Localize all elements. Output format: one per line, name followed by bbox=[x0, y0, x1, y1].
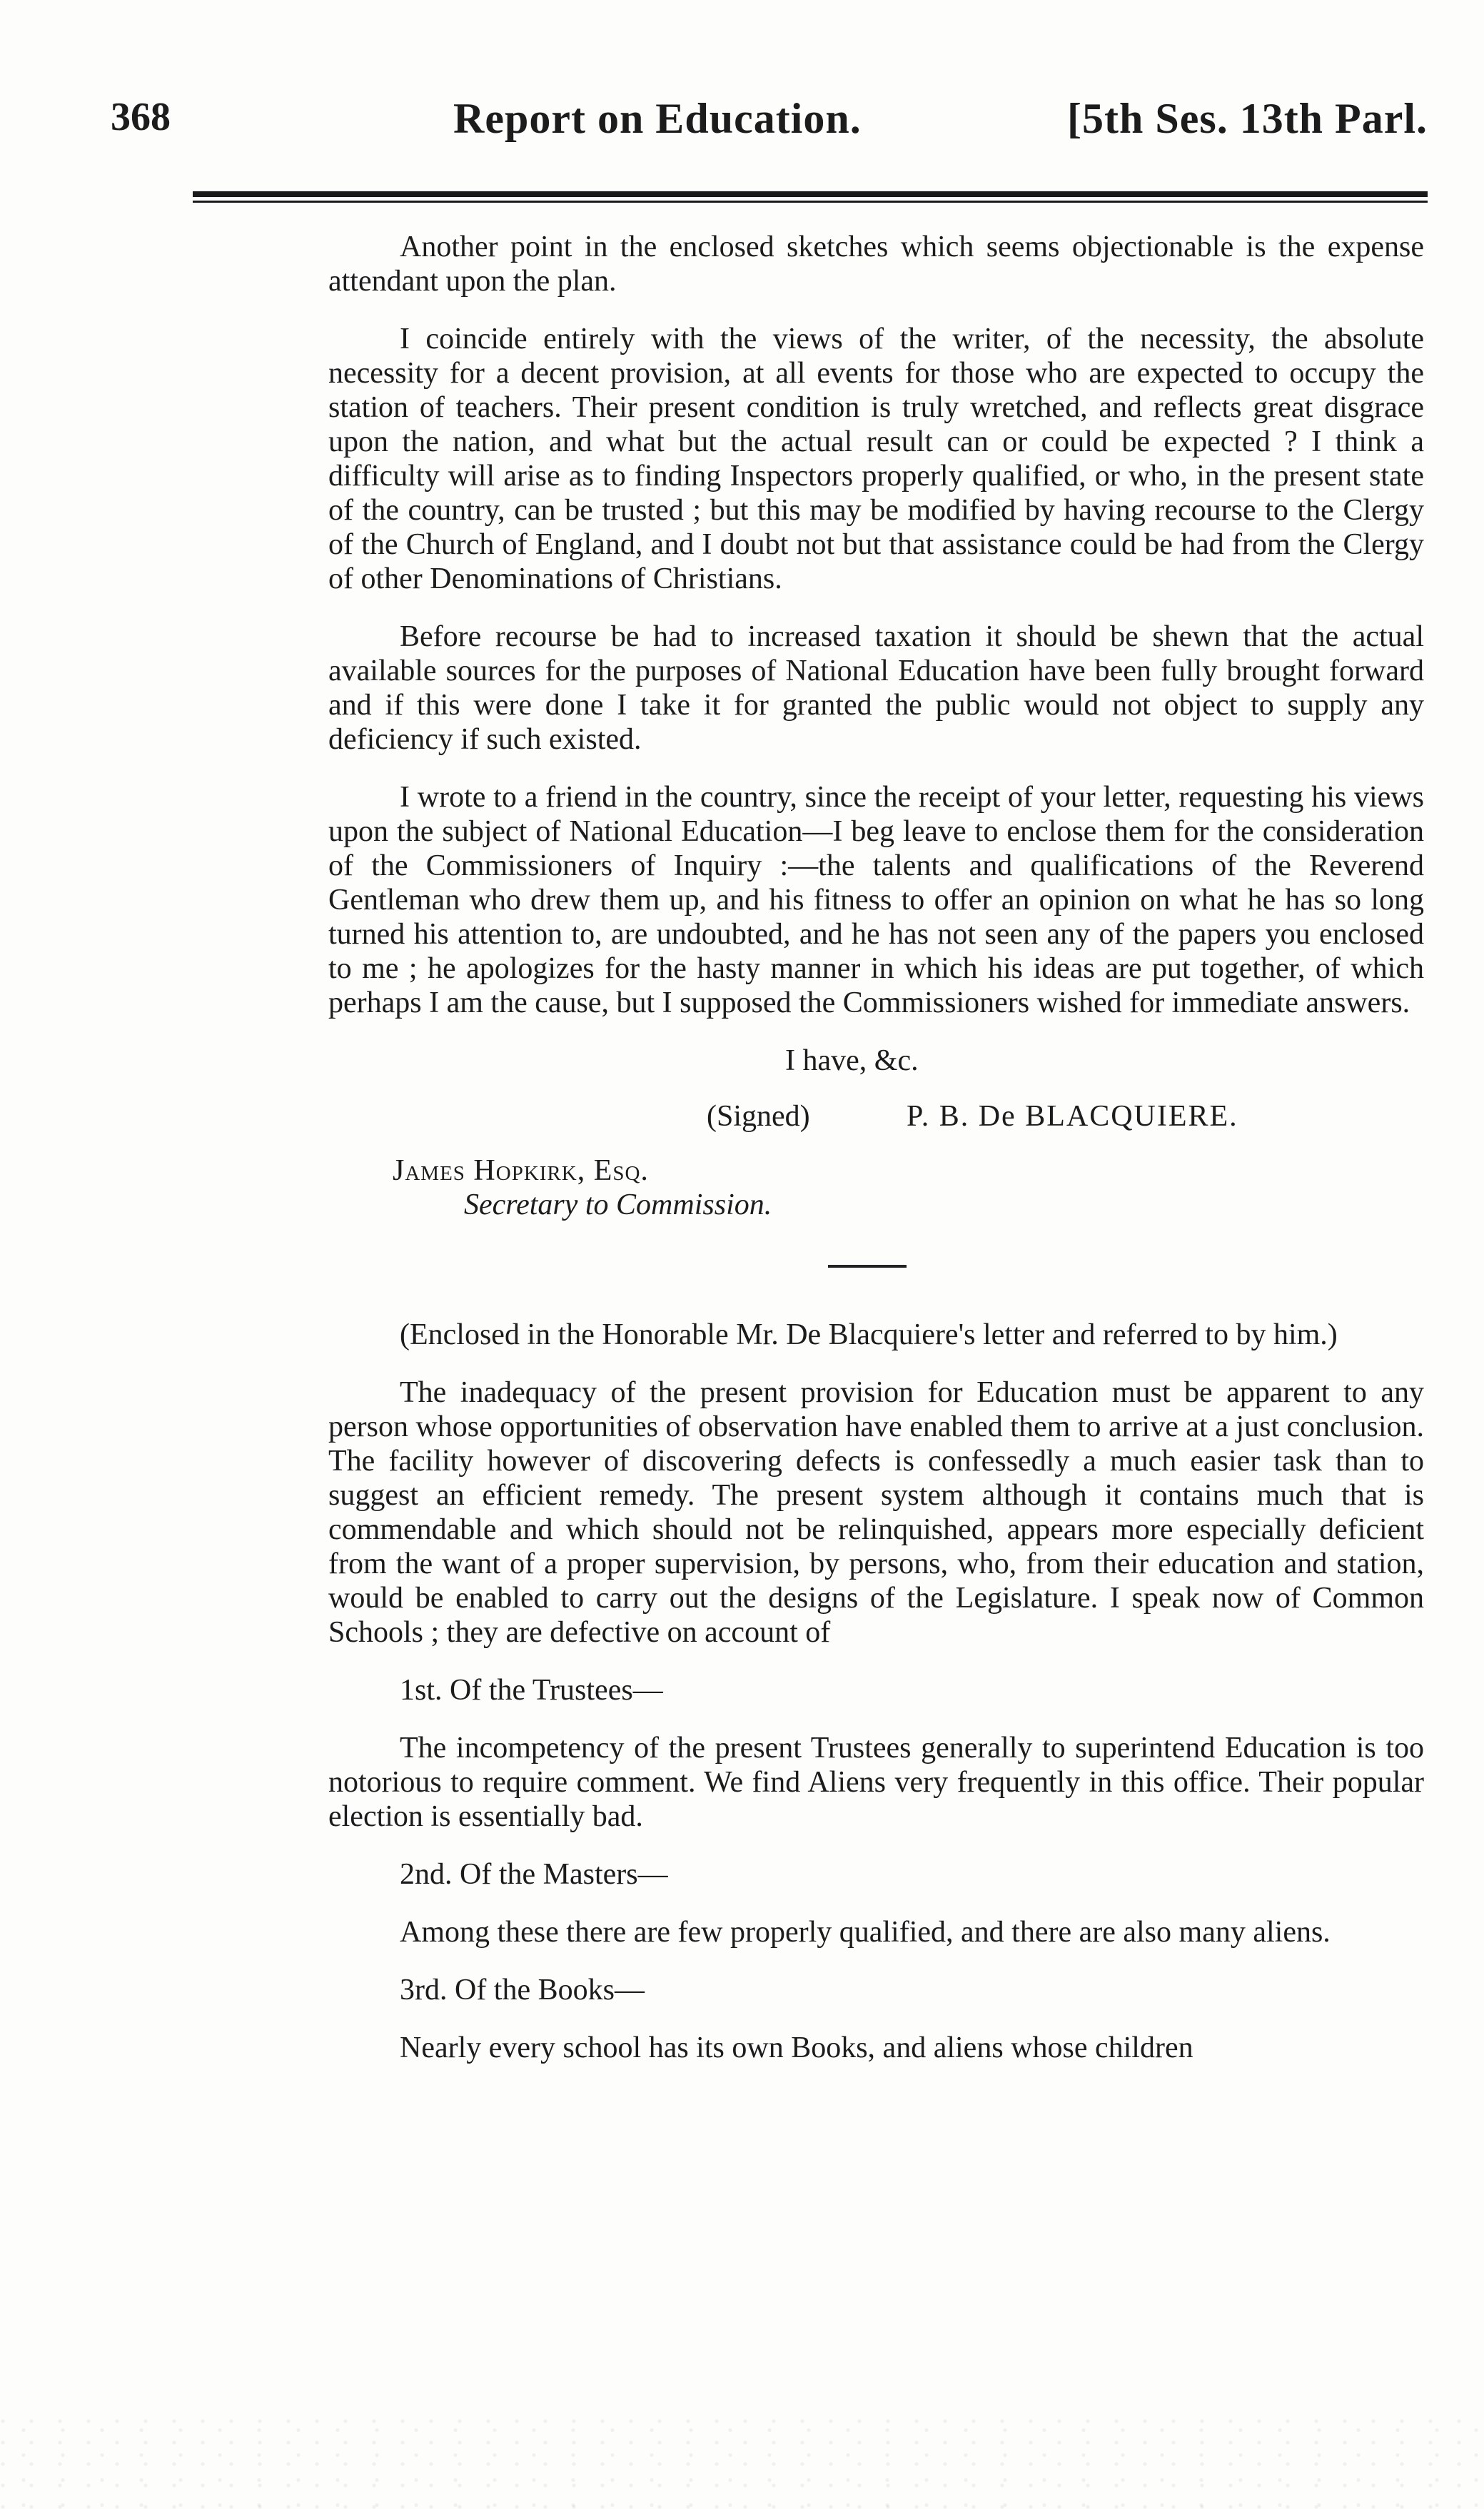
masters-paragraph: Among these there are few properly qualified, and there are also many aliens. bbox=[400, 1916, 1331, 1949]
section-divider bbox=[828, 1265, 907, 1268]
header-rule-thick bbox=[193, 191, 1428, 197]
addressee-name: James Hopkirk, Esq. bbox=[393, 1154, 649, 1187]
heading-masters: 2nd. Of the Masters— bbox=[400, 1858, 668, 1891]
running-title: Report on Education. bbox=[453, 95, 862, 142]
enclosure-intro: The inadequacy of the present provision for Education must be apparent to any person whose opportunities of observation have enabled them to arrive at a just conclusion. The facility however of discovering defects is confessedly a much easier task than to suggest an efficient remedy. The present system although it contains much that is commendable and which should not be relinquished, appears more especially deficient from the want of a proper supervision, by persons, who, from their education and station, would be enabled to carry out the designs of the Legislature. I speak now of Common Schools ; they are defective on account of bbox=[328, 1376, 1424, 1649]
letter-paragraph-1: Another point in the enclosed sketches which seems objectionable is the expense attendant upon the plan. bbox=[328, 231, 1424, 298]
page-number: 368 bbox=[111, 95, 171, 139]
signature-line bbox=[328, 1099, 1424, 1134]
signed-label: (Signed) bbox=[707, 1100, 810, 1133]
trustees-paragraph: The incompetency of the present Trustees generally to superintend Education is too notorious to require comment. We find Aliens very frequently in this office. Their popular election is essentially bad. bbox=[328, 1732, 1424, 1833]
letter-paragraph-4: I wrote to a friend in the country, since the receipt of your letter, requesting his views upon the subject of National Education—I beg leave to enclose them for the consideration of the Commissioners of Inquiry :—the talents and qualifications of the Reverend Gentleman who drew them up, and his fitness to offer an opinion on what he has so long turned his attention to, are undoubted, and he has not seen any of the papers you enclosed to me ; he apologizes for the hasty manner in which his ideas are put together, of which perhaps I am the cause, but I supposed the Commissioners wished for immediate answers. bbox=[328, 781, 1424, 1019]
scan-noise bbox=[0, 2413, 1484, 2509]
signer-name: P. B. De BLACQUIERE. bbox=[907, 1100, 1238, 1133]
heading-books: 3rd. Of the Books— bbox=[400, 1974, 645, 2006]
enclosure-note: (Enclosed in the Honorable Mr. De Blacquiere's letter and referred to by him.) bbox=[400, 1318, 1338, 1351]
header-rule-thin bbox=[193, 201, 1428, 203]
session-label: [5th Ses. 13th Parl. bbox=[1067, 95, 1428, 142]
body-text bbox=[328, 230, 1424, 2065]
books-paragraph: Nearly every school has its own Books, and aliens whose children bbox=[400, 2031, 1193, 2064]
addressee-title: Secretary to Commission. bbox=[464, 1188, 772, 1221]
page-header bbox=[111, 94, 1428, 151]
letter-paragraph-2: I coincide entirely with the views of the writer, of the necessity, the absolute necessity for a decent provision, at all events for those who are expected to occupy the station of teachers. Their present condition is truly wretched, and reflects great disgrace upon the nation, and what but the actual result can or could be expected ? I think a difficulty will arise as to finding Inspectors properly qualified, or who, in the present state of the country, can be trusted ; but this may be modified by having recourse to the Clergy of the Church of England, and I doubt not but that assistance could be had from the Clergy of other Denominations of Christians. bbox=[328, 323, 1424, 595]
letter-closing: I have, &c. bbox=[785, 1044, 919, 1077]
heading-trustees: 1st. Of the Trustees— bbox=[400, 1674, 663, 1707]
letter-paragraph-3: Before recourse be had to increased taxation it should be shewn that the actual available sources for the purposes of National Education have been fully brought forward and if this were done I take it for granted the public would not object to supply any deficiency if such existed. bbox=[328, 620, 1424, 756]
